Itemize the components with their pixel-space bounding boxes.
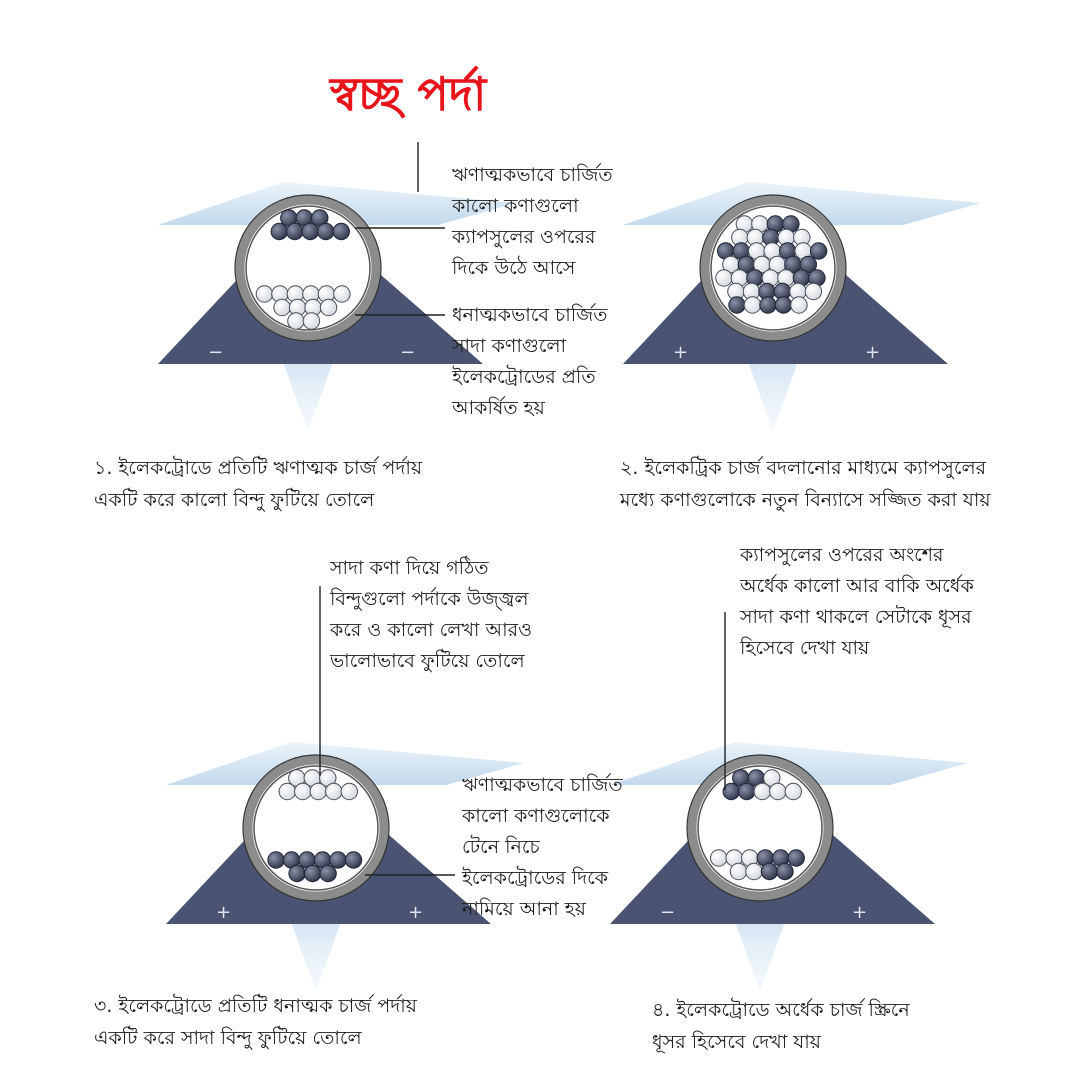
black-particle bbox=[318, 223, 334, 239]
electrode-sign-right: + bbox=[852, 902, 868, 923]
white-particle bbox=[711, 850, 727, 866]
caption-line: একটি করে কালো বিন্দু ফুটিয়ে তোলে bbox=[94, 489, 375, 511]
electrode-sign-left: − bbox=[208, 342, 224, 363]
caption-line: একটি করে সাদা বিন্দু ফুটিয়ে তোলে bbox=[94, 1027, 362, 1049]
white-particle bbox=[320, 299, 336, 315]
annotation-line: সাদা কণা দিয়ে গঠিত bbox=[330, 557, 489, 579]
annotation-line: কালো কণাগুলোকে bbox=[462, 805, 610, 827]
caption-step-3 bbox=[94, 990, 417, 1054]
electrode-sign-right: + bbox=[865, 342, 881, 363]
caption-step-1 bbox=[94, 452, 422, 516]
annotation-line: হিসেবে দেখা যায় bbox=[740, 637, 870, 659]
annotation-line: দিকে উঠে আসে bbox=[452, 257, 576, 279]
black-particle bbox=[287, 223, 303, 239]
black-particle bbox=[302, 223, 318, 239]
annotation-grey bbox=[740, 540, 974, 664]
annotation-line: সাদা কণা থাকলে সেটাকে ধূসর bbox=[740, 606, 972, 628]
white-particle bbox=[334, 286, 350, 302]
black-particle bbox=[810, 243, 826, 259]
annotation-line: ইলেকট্রোডের প্রতি bbox=[452, 366, 596, 388]
white-particle bbox=[310, 783, 326, 799]
black-particle bbox=[345, 852, 361, 868]
electrode-sign-left: + bbox=[673, 342, 689, 363]
white-particle bbox=[746, 863, 762, 879]
annotation-line: কালো কণাগুলো bbox=[452, 195, 579, 217]
page-title: স্বচ্ছ পর্দা bbox=[330, 67, 487, 121]
black-particle bbox=[330, 852, 346, 868]
black-particle bbox=[788, 850, 804, 866]
black-particle bbox=[268, 852, 284, 868]
white-particle bbox=[805, 283, 821, 299]
annotation-white-attract bbox=[452, 300, 607, 424]
white-particle bbox=[791, 297, 807, 313]
electrode-sign-left: − bbox=[660, 902, 676, 923]
annotation-line: ইলেকট্রোডের দিকে bbox=[462, 867, 609, 889]
black-particle bbox=[304, 865, 320, 881]
annotation-white-dots bbox=[330, 553, 532, 677]
annotation-black-rise bbox=[452, 160, 613, 284]
black-particle bbox=[777, 863, 793, 879]
white-particle bbox=[274, 299, 290, 315]
white-particle bbox=[341, 783, 357, 799]
white-particle bbox=[288, 313, 304, 329]
white-particle bbox=[744, 297, 760, 313]
annotation-black-pull-down bbox=[462, 770, 623, 925]
black-particle bbox=[320, 865, 336, 881]
annotation-line: ভালোভাবে ফুটিয়ে তোলে bbox=[330, 650, 525, 672]
annotation-line: ক্যাপসুলের ওপরের অংশের bbox=[740, 544, 944, 566]
black-particle bbox=[739, 783, 755, 799]
black-particle bbox=[289, 865, 305, 881]
black-particle bbox=[761, 863, 777, 879]
black-particle bbox=[775, 297, 791, 313]
white-particle bbox=[716, 270, 732, 286]
white-particle bbox=[326, 783, 342, 799]
caption-line: ৩. ইলেকট্রোডে প্রতিটি ধনাত্মক চার্জ পর্দায় bbox=[94, 995, 417, 1017]
black-particle bbox=[271, 223, 287, 239]
white-particle bbox=[279, 783, 295, 799]
capsule-panel-2 bbox=[623, 182, 981, 431]
caption-line: ধূসর হিসেবে দেখা যায় bbox=[652, 1031, 821, 1053]
black-particle bbox=[760, 297, 776, 313]
caption-line: ২. ইলেকট্রিক চার্জ বদলানোর মাধ্যমে ক্যাপসুলের bbox=[620, 457, 987, 479]
electrode-sign-right: − bbox=[400, 342, 416, 363]
annotation-line: টেনে নিচে bbox=[462, 836, 540, 858]
electrode-sign-left: + bbox=[216, 902, 232, 923]
annotation-line: আকর্ষিত হয় bbox=[452, 397, 545, 419]
annotation-line: ধনাত্মকভাবে চার্জিত bbox=[452, 304, 608, 326]
white-particle bbox=[770, 783, 786, 799]
white-particle bbox=[785, 783, 801, 799]
annotation-line: বিন্দুগুলো পর্দাকে উজ্জ্বল bbox=[330, 588, 529, 610]
annotation-line: ক্যাপসুলের ওপরের bbox=[452, 226, 596, 248]
annotation-line: অর্ধেক কালো আর বাকি অর্ধেক bbox=[740, 575, 974, 597]
white-particle bbox=[256, 286, 272, 302]
annotation-line: নামিয়ে আনা হয় bbox=[462, 898, 586, 920]
caption-step-4 bbox=[652, 994, 910, 1058]
annotation-line: ঋণাত্মকভাবে চার্জিত bbox=[462, 774, 623, 796]
annotation-line: সাদা কণাগুলো bbox=[452, 335, 567, 357]
annotation-line: ঋণাত্মকভাবে চার্জিত bbox=[452, 164, 613, 186]
black-particle bbox=[729, 297, 745, 313]
capsule-panel-4 bbox=[610, 742, 968, 991]
electrode-sign-right: + bbox=[408, 902, 424, 923]
caption-line: ৪. ইলেকট্রোডে অর্ধেক চার্জ স্ক্রিনে bbox=[652, 999, 910, 1021]
black-particle bbox=[333, 223, 349, 239]
annotation-line: করে ও কালো লেখা আরও bbox=[330, 619, 533, 641]
white-particle bbox=[754, 783, 770, 799]
caption-line: মধ্যে কণাগুলোকে নতুন বিন্যাসে সজ্জিত করা যায় bbox=[620, 489, 991, 511]
caption-step-2 bbox=[620, 452, 991, 516]
caption-line: ১. ইলেকট্রোডে প্রতিটি ঋণাত্মক চার্জ পর্দায় bbox=[94, 457, 423, 479]
white-particle bbox=[295, 783, 311, 799]
white-particle bbox=[730, 863, 746, 879]
white-particle bbox=[303, 313, 319, 329]
